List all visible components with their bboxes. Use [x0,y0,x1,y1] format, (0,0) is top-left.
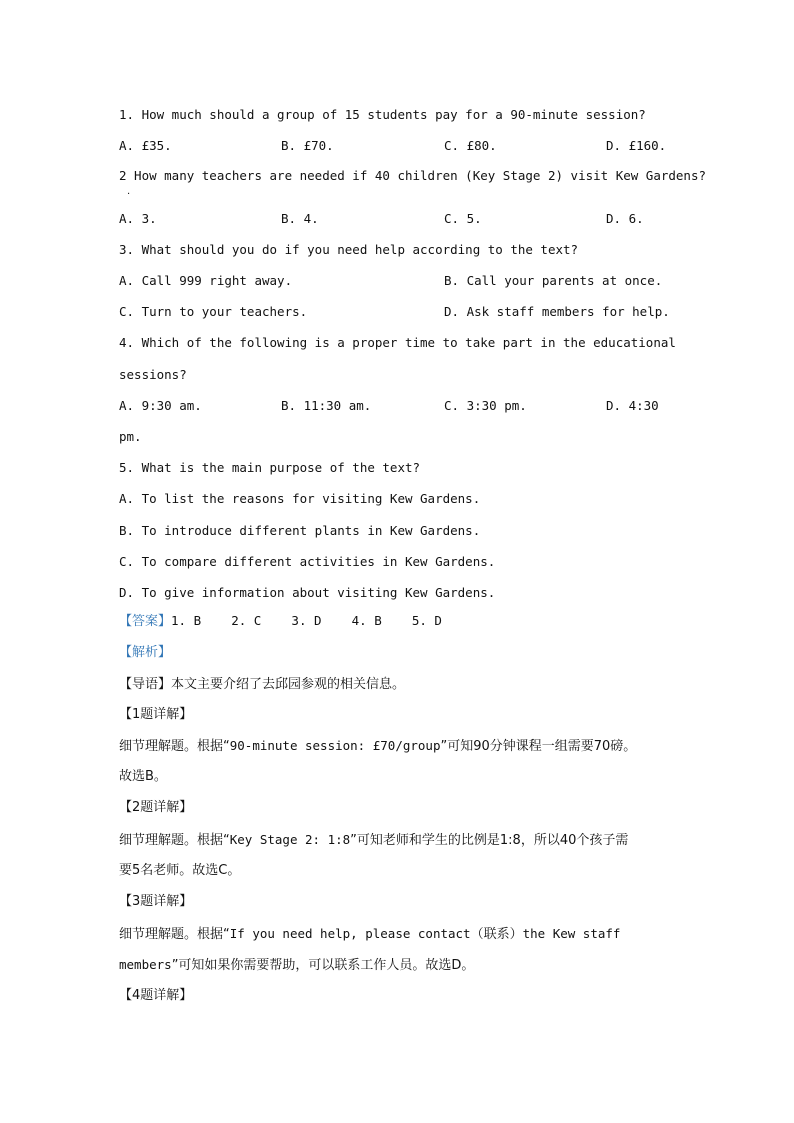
question-1-option-c: C. £80. [444,138,497,153]
question-3-option-c: C. Turn to your teachers. [119,304,308,319]
detail-3-quote-cont: members [119,957,172,972]
detail-3-text-b: ”可知如果你需要帮助，可以联系工作人员。故选D。 [171,958,475,973]
question-1-stem: 1. How much should a group of 15 students pay for a 90-minute session? [119,107,646,122]
detail-1-para-line1 [119,737,636,756]
detail-3-quote: If you need help, please contact [229,926,471,941]
question-3-stem: 3. What should you do if you need help according to the text? [119,242,579,257]
question-5-option-a: A. To list the reasons for visiting Kew Gardens. [119,491,481,506]
question-4-option-a: A. 9:30 am. [119,398,202,413]
question-1-option-d: D. £160. [606,138,667,153]
question-3-option-b: B. Call your parents at once. [444,273,663,288]
question-5-option-b: B. To introduce different plants in Kew Gardens. [119,523,481,538]
detail-3-para-line1 [119,925,620,944]
guide-text: 本文主要介绍了去邱园参观的相关信息。 [171,677,406,692]
analysis-label: 【解析】 [119,645,172,660]
answer-label: 【答案】 [119,614,172,629]
question-1-option-b: B. £70. [281,138,334,153]
detail-3-text-c: （联系） [470,927,523,942]
detail-1-title: 【1题详解】 [119,707,193,722]
guide-label: 【导语】 [119,677,172,692]
question-2-option-a: A. 3. [119,211,157,226]
guide-line [119,676,405,694]
question-4-option-d-continued: pm. [119,429,142,444]
detail-2-para-line2: 要5名老师。故选C。 [119,863,241,878]
question-5-stem: 5. What is the main purpose of the text? [119,460,421,475]
question-2-option-c: C. 5. [444,211,482,226]
question-4-option-c: C. 3:30 pm. [444,398,527,413]
question-2-option-d: D. 6. [606,211,644,226]
question-4-option-b: B. 11:30 am. [281,398,372,413]
question-3-option-a: A. Call 999 right away. [119,273,293,288]
detail-1-text-c: ”可知90分钟课程一组需要70磅。 [440,739,637,754]
stray-dot: · [127,189,131,200]
answer-text: 1. B 2. C 3. D 4. B 5. D [171,613,442,628]
question-4-stem-line1: 4. Which of the following is a proper time to take part in the educational [119,335,676,350]
detail-2-text-c: ”可知老师和学生的比例是1:8，所以40个孩子需 [350,833,629,848]
detail-1-para-line2: 故选B。 [119,769,167,784]
detail-3-title: 【3题详解】 [119,894,193,909]
detail-3-quote-end: the Kew staff [522,926,621,941]
question-1-option-a: A. £35. [119,138,172,153]
question-2-stem: 2 How many teachers are needed if 40 children (Key Stage 2) visit Kew Gardens? [119,168,706,183]
detail-1-quote: 90-minute session: £70/group [229,738,441,753]
detail-3-para-line2 [119,956,474,975]
question-2-option-b: B. 4. [281,211,319,226]
detail-2-quote: Key Stage 2: 1:8 [229,832,351,847]
question-5-option-d: D. To give information about visiting Kew Gardens. [119,585,496,600]
detail-2-para-line1 [119,831,628,850]
question-3-option-d: D. Ask staff members for help. [444,304,670,319]
detail-2-title: 【2题详解】 [119,800,193,815]
detail-4-title: 【4题详解】 [119,988,193,1003]
answer-line [119,612,442,631]
question-5-option-c: C. To compare different activities in Kew Gardens. [119,554,496,569]
detail-3-text-a: 细节理解题。根据“ [119,927,230,942]
detail-1-text-a: 细节理解题。根据“ [119,739,230,754]
question-4-option-d: D. 4:30 [606,398,659,413]
question-4-stem-line2: sessions? [119,367,187,382]
detail-2-text-a: 细节理解题。根据“ [119,833,230,848]
